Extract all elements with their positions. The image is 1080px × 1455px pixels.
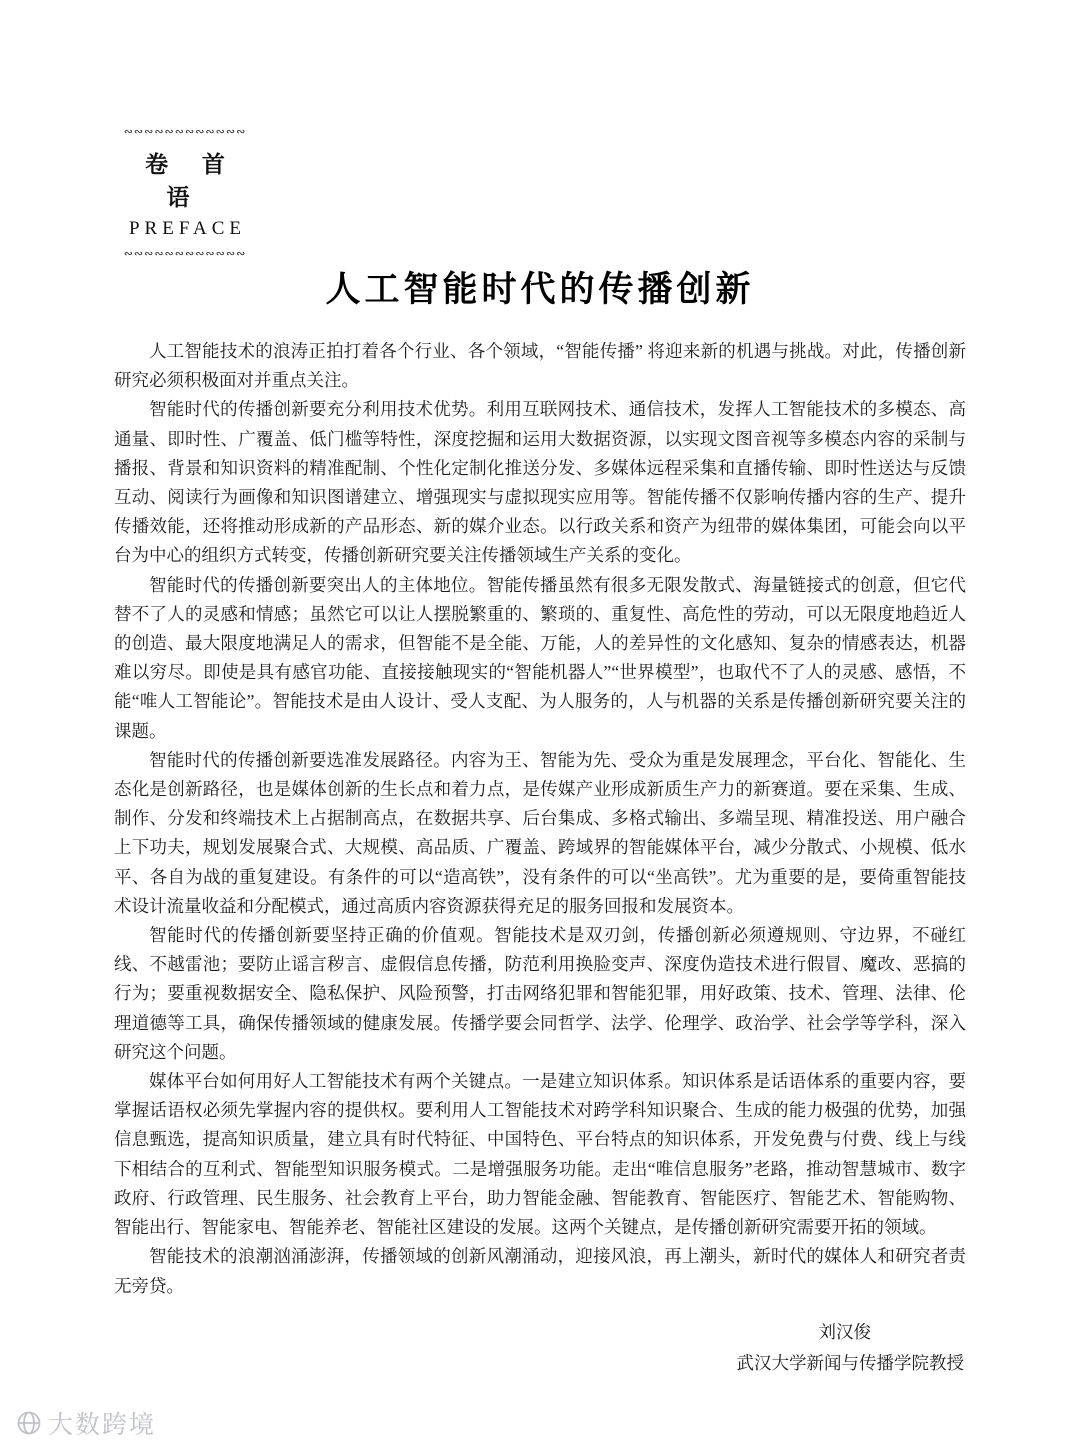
preface-header [110, 126, 260, 260]
article-body [114, 337, 966, 1379]
paragraph: 智能技术的浪潮汹涌澎湃，传播领域的创新风潮涌动，迎接风浪，再上潮头，新时代的媒体人和研究者责无旁贷。 [114, 1246, 966, 1296]
ornament-top: ∾∾∾∾∾∾∾∾∾∾∾∾ [123, 126, 247, 138]
paragraph: 人工智能技术的浪涛正拍打着各个行业、各个领域，“智能传播” 将迎来新的机遇与挑战。对此，传播创新研究必须积极面对并重点关注。 [114, 341, 966, 391]
author-name: 刘汉俊 [818, 1321, 871, 1342]
preface-title-cn: 卷 首 语 [145, 152, 239, 210]
globe-icon [16, 1410, 42, 1436]
preface-title-en: PREFACE [128, 218, 246, 239]
paragraph: 智能时代的传播创新要充分利用技术优势。利用互联网技术、通信技术，发挥人工智能技术的多模态、高通量、即时性、广覆盖、低门槛等特性，深度挖掘和运用大数据资源，以实现文图音视等多模态内容的采制与播报、背景和知识资料的精准配制、个性化定制化推送分发、多媒体远程采集和直播传输、即时性送达与反馈互动、阅读行为画像和知识图谱建立、增强现实与虚拟现实应用等。智能传播不仅影响传播内容的生产、提升传播效能，还将推动形成新的产品形态、新的媒介业态。以行政关系和资产为纽带的媒体集团，可能会向以平台为中心的组织方式转变，传播创新研究要关注传播领域生产关系的变化。 [114, 399, 966, 566]
watermark-text: 大数跨境 [48, 1411, 157, 1439]
paragraph: 智能时代的传播创新要坚持正确的价值观。智能技术是双刃剑，传播创新必须遵规则、守边界，不碰红线、不越雷池；要防止谣言秽言、虚假信息传播，防范利用换脸变声、深度伪造技术进行假冒、魔改、恶搞的行为；要重视数据安全、隐私保护、风险预警，打击网络犯罪和智能犯罪，用好政策、技术、管理、法律、伦理道德等工具，确保传播领域的健康发展。传播学要会同哲学、法学、伦理学、政治学、社会学等学科，深入研究这个问题。 [114, 925, 966, 1062]
author-affiliation: 武汉大学新闻与传播学院教授 [736, 1352, 964, 1373]
article-title: 人工智能时代的传播创新 [325, 270, 755, 309]
ornament-bottom: ∾∾∾∾∾∾∾∾∾∾∾∾ [123, 248, 247, 260]
watermark [16, 1405, 156, 1441]
paragraph: 智能时代的传播创新要突出人的主体地位。智能传播虽然有很多无限发散式、海量链接式的创意，但它代替不了人的灵感和情感；虽然它可以让人摆脱繁重的、繁琐的、重复性、高危性的劳动，可以无限度地趋近人的创造、最大限度地满足人的需求，但智能不是全能、万能，人的差异性的文化感知、复杂的情感表达，机器难以穷尽。即使是具有感官功能、直接接触现实的“智能机器人”“世界模型”，也取代不了人的灵感、感悟，不能“唯人工智能论”。智能技术是由人设计、受人支配、为人服务的，人与机器的关系是传播创新研究要关注的课题。 [114, 574, 966, 741]
paragraph: 智能时代的传播创新要选准发展路径。内容为王、智能为先、受众为重是发展理念，平台化、智能化、生态化是创新路径，也是媒体创新的生长点和着力点，是传媒产业形成新质生产力的新赛道。要在采集、生成、制作、分发和终端技术上占据制高点，在数据共享、后台集成、多格式输出、多端呈现、精准投送、用户融合上下功夫，规划发展聚合式、大规模、高品质、广覆盖、跨域界的智能媒体平台，减少分散式、小规模、低水平、各自为战的重复建设。有条件的可以“造高铁”，没有条件的可以“坐高铁”。尤为重要的是，要倚重智能技术设计流量收益和分配模式，通过高质内容资源获得充足的服务回报和发展资本。 [114, 749, 966, 916]
signature-block [114, 1317, 966, 1379]
paragraph: 媒体平台如何用好人工智能技术有两个关键点。一是建立知识体系。知识体系是话语体系的重要内容，要掌握话语权必须先掌握内容的提供权。要利用人工智能技术对跨学科知识聚合、生成的能力极强的优势，加强信息甄选，提高知识质量，建立具有时代特征、中国特色、平台特点的知识体系，开发免费与付费、线上与线下相结合的互利式、智能型知识服务模式。二是增强服务功能。走出“唯信息服务”老路，推动智慧城市、数字政府、行政管理、民生服务、社会教育上平台，助力智能金融、智能教育、智能医疗、智能艺术、智能购物、智能出行、智能家电、智能养老、智能社区建设的发展。这两个关键点，是传播创新研究需要开拓的领域。 [114, 1071, 966, 1238]
